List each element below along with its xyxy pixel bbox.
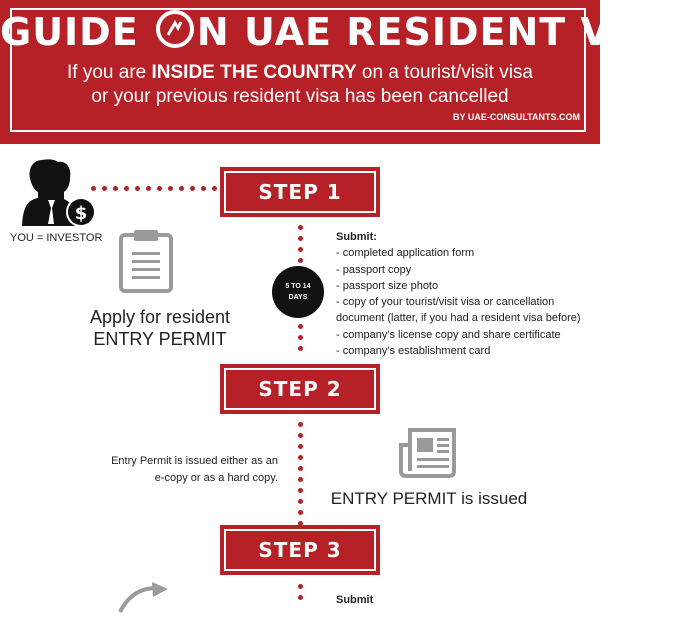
submit-item: - company's license copy and share certificate <box>336 328 561 341</box>
step-3-box <box>220 525 380 575</box>
page-title <box>0 10 685 54</box>
step-2-note <box>60 453 278 487</box>
duration-badge <box>272 266 324 318</box>
subtitle-bold: INSIDE THE COUNTRY <box>151 62 357 83</box>
badge-line-1: 5 TO 14 <box>285 283 311 290</box>
newspaper-icon <box>398 427 458 479</box>
subtitle-line-1 <box>0 62 600 84</box>
step-2-result: ENTRY PERMIT is issued <box>330 489 528 508</box>
connector-dots-step3 <box>297 584 303 606</box>
title-part-1: GUIDE <box>0 10 139 54</box>
clipboard-icon <box>118 228 174 294</box>
submit-item: - passport size photo <box>336 279 439 292</box>
step-1-action <box>60 306 260 350</box>
connector-dots-step2 <box>297 422 303 532</box>
title-part-2: N UAE RESIDENT VISA <box>196 10 685 54</box>
investor-person-dollar-icon <box>18 156 98 230</box>
action-line-2: ENTRY PERMIT <box>93 329 227 349</box>
header-banner <box>0 0 685 144</box>
svg-text:$: $ <box>74 203 88 224</box>
badge-line-2: DAYS <box>288 294 308 301</box>
submit-item: - completed application form <box>336 247 475 260</box>
submit-item: - passport copy <box>336 263 412 276</box>
note-line-1: Entry Permit is issued either as an <box>111 455 278 467</box>
credit-text: BY UAE-CONSULTANTS.COM <box>453 112 580 122</box>
note-line-2: e-copy or as a hard copy. <box>154 472 278 484</box>
submit-list <box>336 229 598 359</box>
step-3-partial-text: Submit <box>336 594 374 606</box>
subtitle-suffix: on a tourist/visit visa <box>356 62 533 83</box>
connector-dots-step1-lower <box>297 324 303 357</box>
subtitle-line-2: or your previous resident visa has been cancelled <box>91 86 509 107</box>
connector-dots-investor <box>91 186 223 192</box>
submit-heading: Submit: <box>336 231 377 243</box>
action-line-1: Apply for resident <box>89 307 231 327</box>
step-2-box <box>220 364 380 414</box>
step-1-label: STEP 1 <box>224 171 376 213</box>
connector-dots-step1 <box>297 225 303 269</box>
step-1-box <box>220 167 380 217</box>
submit-item: - company's establishment card <box>336 345 491 358</box>
step-3-label: STEP 3 <box>224 529 376 571</box>
logo-icon <box>156 10 194 48</box>
step-2-label: STEP 2 <box>224 368 376 410</box>
investor-label: YOU = INVESTOR <box>10 232 103 244</box>
refresh-icon <box>112 582 182 600</box>
subtitle-prefix: If you are <box>67 62 152 83</box>
submit-item: - copy of your tourist/visit visa or cancellation <box>336 296 555 309</box>
submit-item: document (latter, if you had a resident visa before) <box>336 312 581 325</box>
